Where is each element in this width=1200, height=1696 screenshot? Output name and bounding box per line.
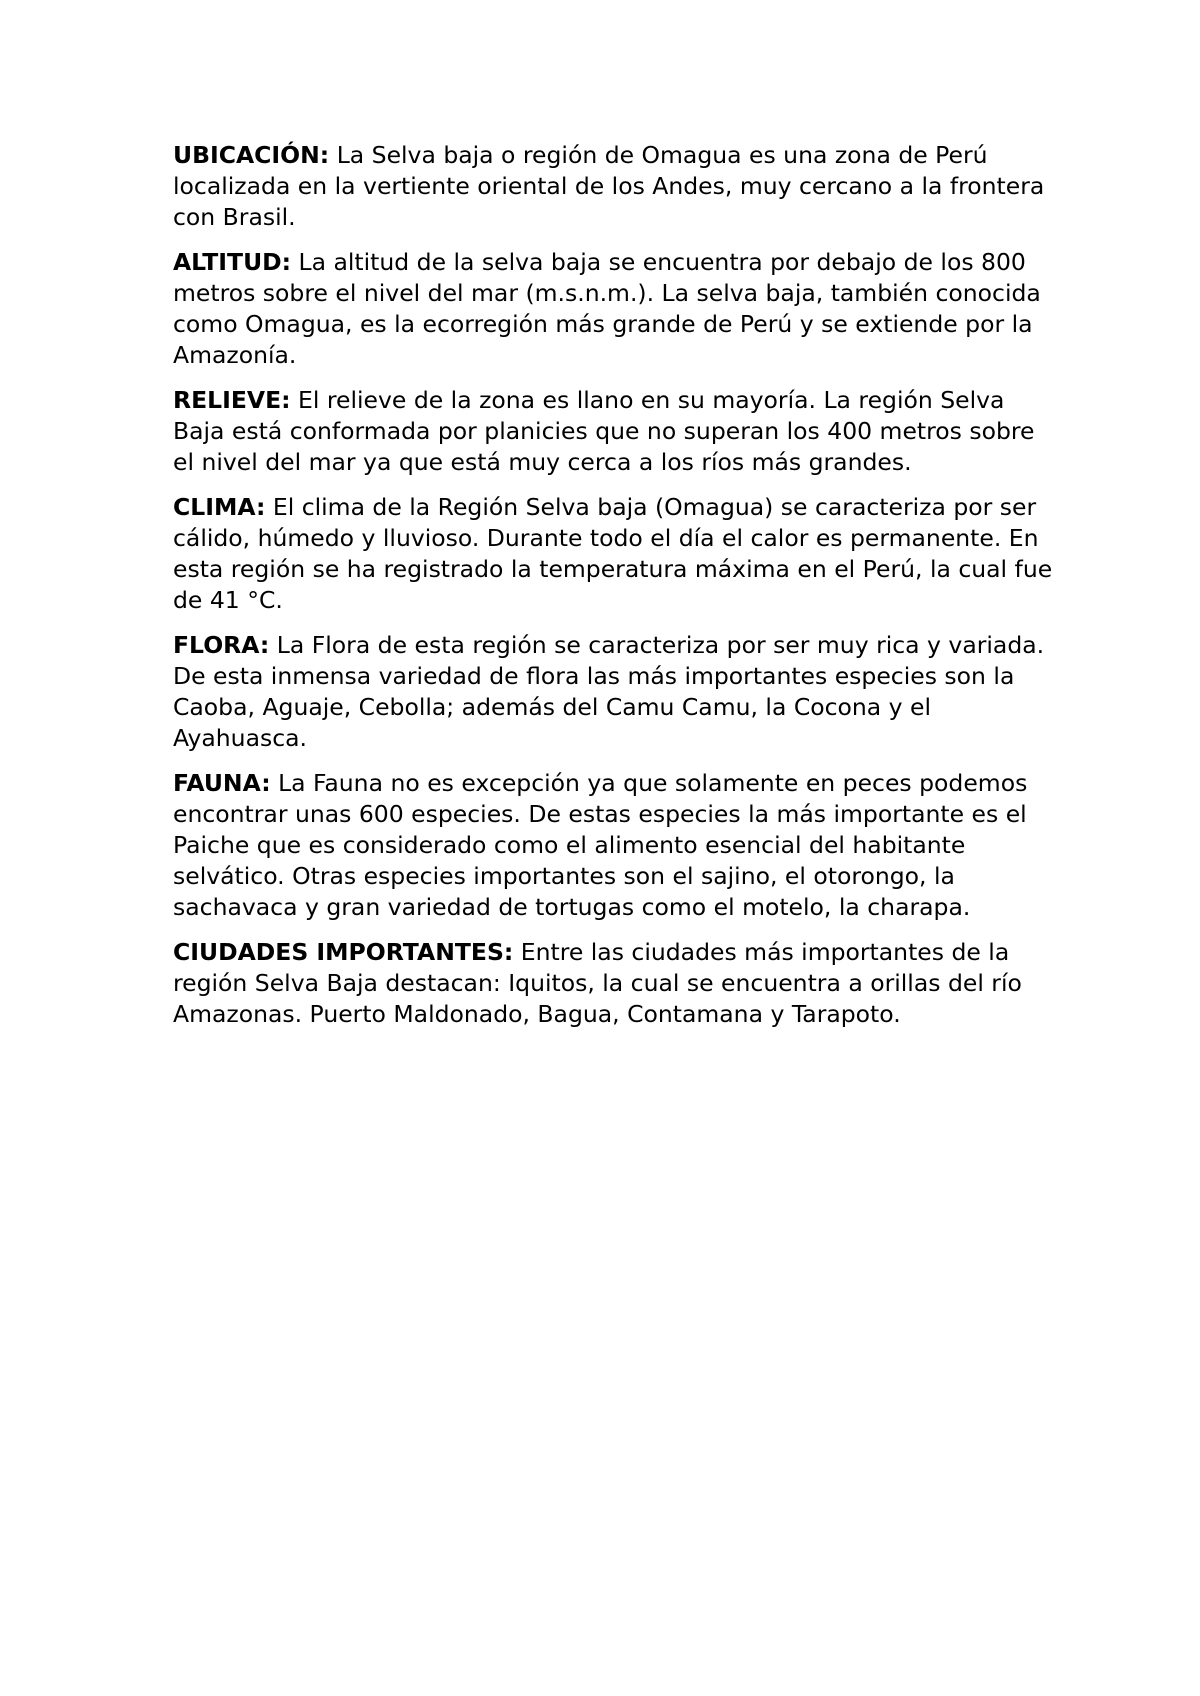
paragraph-label: RELIEVE: bbox=[173, 386, 291, 414]
paragraph-text: Entre las ciudades más importantes de la región Selva Baja destacan: Iquitos, la cual se encuentra a orillas del río Amazonas. Puerto Maldonado, Bagua, Contamana y Tarapoto. bbox=[173, 938, 1022, 1028]
paragraph-text: El clima de la Región Selva baja (Omagua) se caracteriza por ser cálido, húmedo y lluvioso. Durante todo el día el calor es permanente. En esta región se ha registrado la temperatura máxima en el Perú, la cual fue de 41 °C. bbox=[173, 493, 1053, 614]
paragraph-label: UBICACIÓN: bbox=[173, 141, 330, 169]
paragraph-label: FAUNA: bbox=[173, 769, 271, 797]
paragraph-label: FLORA: bbox=[173, 631, 270, 659]
paragraph-altitud bbox=[173, 247, 1053, 371]
paragraph-relieve bbox=[173, 385, 1053, 478]
paragraph-ciudades bbox=[173, 937, 1053, 1030]
paragraph-ubicacion bbox=[173, 140, 1053, 233]
paragraph-text: El relieve de la zona es llano en su mayoría. La región Selva Baja está conformada por planicies que no superan los 400 metros sobre el nivel del mar ya que está muy cerca a los ríos más grandes. bbox=[173, 386, 1035, 476]
paragraph-text: La Flora de esta región se caracteriza por ser muy rica y variada. De esta inmensa variedad de flora las más importantes especies son la Caoba, Aguaje, Cebolla; además del Camu Camu, la Cocona y el Ayahuasca. bbox=[173, 631, 1045, 752]
document-body bbox=[173, 140, 1053, 1044]
paragraph-text: La Selva baja o región de Omagua es una zona de Perú localizada en la vertiente oriental de los Andes, muy cercano a la frontera con Brasil. bbox=[173, 141, 1045, 231]
paragraph-flora bbox=[173, 630, 1053, 754]
paragraph-label: CIUDADES IMPORTANTES: bbox=[173, 938, 514, 966]
paragraph-clima bbox=[173, 492, 1053, 616]
paragraph-label: CLIMA: bbox=[173, 493, 266, 521]
paragraph-text: La altitud de la selva baja se encuentra por debajo de los 800 metros sobre el nivel del mar (m.s.n.m.). La selva baja, también conocida como Omagua, es la ecorregión más grande de Perú y se extiende por la Amazonía. bbox=[173, 248, 1041, 369]
paragraph-label: ALTITUD: bbox=[173, 248, 292, 276]
paragraph-text: La Fauna no es excepción ya que solamente en peces podemos encontrar unas 600 especies. De estas especies la más importante es el Paiche que es considerado como el alimento esencial del habitante selvático. Otras especies importantes son el sajino, el otorongo, la sachavaca y gran variedad de tortugas como el motelo, la charapa. bbox=[173, 769, 1028, 921]
paragraph-fauna bbox=[173, 768, 1053, 923]
